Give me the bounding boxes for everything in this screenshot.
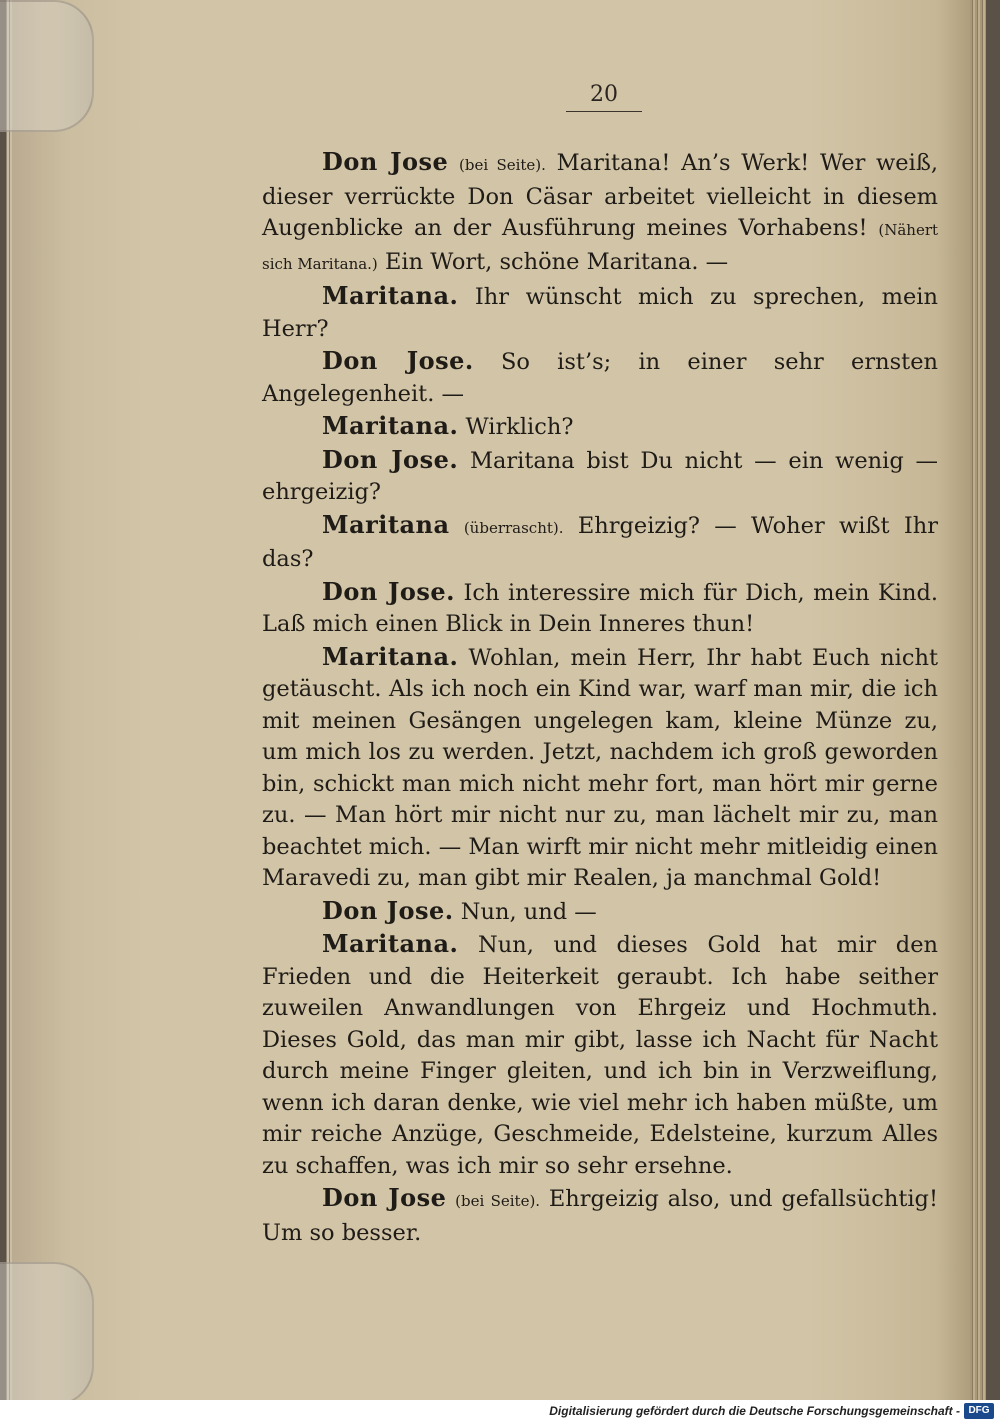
speaker-name: Maritana. <box>322 641 459 671</box>
dialogue-text: Ein Wort, schöne Maritana. — <box>384 248 729 275</box>
dialogue-text: Wirklich? <box>465 414 574 440</box>
stage-direction: (bei Seite). <box>455 1192 541 1210</box>
speaker-name: Don Jose. <box>322 895 454 925</box>
funding-credit: Digitalisierung gefördert durch die Deutsche Forschungsgemeinschaft - <box>549 1404 960 1418</box>
speaker-name: Don Jose. <box>322 346 474 375</box>
stage-direction: (überrascht). <box>463 518 564 537</box>
speaker-name: Maritana. <box>322 929 459 958</box>
speaker-name: Don Jose. <box>322 576 455 606</box>
dialogue-paragraph <box>262 509 938 576</box>
page-number: 20 <box>566 82 642 112</box>
page-clip-bottom <box>0 1262 94 1406</box>
dialogue-text: Nun, und — <box>460 898 597 925</box>
stage-direction: (Nähert sich Maritana.) <box>262 221 939 273</box>
page-clip-top <box>0 0 94 132</box>
dialogue-paragraph <box>262 576 938 641</box>
dialogue-paragraph <box>262 895 938 929</box>
dialogue-paragraph <box>262 444 938 509</box>
dialogue-paragraph <box>262 280 938 345</box>
dialogue-paragraph <box>262 345 938 410</box>
dialogue-text: Ehrgeizig? — Woher wißt Ihr das? <box>262 512 939 572</box>
speaker-name: Don Jose <box>322 147 449 176</box>
dialogue-paragraph <box>262 928 938 1182</box>
speaker-name: Maritana. <box>322 411 459 440</box>
dialogue-text: Ehrgeizig also, und gefallsüchtig! Um so besser. <box>262 1186 938 1246</box>
dialogue-text: Ihr wünscht mich zu sprechen, mein Herr? <box>262 284 938 342</box>
page-gutter-edge <box>6 0 12 1400</box>
page-fore-edge <box>970 0 986 1400</box>
dfg-logo: DFG <box>964 1403 994 1419</box>
dialogue-text: Maritana bist Du nicht — ein wenig — ehrgeizig? <box>262 447 938 505</box>
dialogue-paragraph <box>262 641 938 895</box>
page-text <box>262 146 938 1249</box>
speaker-name: Maritana. <box>322 281 459 310</box>
dialogue-text: Nun, und dieses Gold hat mir den Frieden und die Heiterkeit geraubt. Ich habe seither zuweilen Anwandlungen von Ehrgeiz und Hochmuth. Dieses Gold, das man mir gibt, lasse ich Nacht für Nacht durch meine Finger gleiten, und ich bin in Verzweiflung, wenn ich daran denke, wie viel mehr ich haben müßte, um mir reiche Anzüge, Geschmeide, Edelsteine, kurzum Alles zu schaffen, was ich mir so sehr ersehne. <box>262 932 938 1179</box>
stage-direction: (bei Seite). <box>459 156 546 174</box>
digitization-footer <box>0 1400 1000 1424</box>
dialogue-text: Wohlan, mein Herr, Ihr habt Euch nicht getäuscht. Als ich noch ein Kind war, warf man mir, die ich mit meinen Gesängen ungelegen kam, kleine Münze zu, um mich los zu werden. Jetzt, nachdem ich groß geworden bin, schickt man mich nicht mehr fort, man hört mir gerne zu. — Man hört mir nicht nur zu, man lächelt mir zu, man beachtet mich. — Man wirft mir nicht mehr mitleidig einen Maravedi zu, man gibt mir Realen, ja manchmal Gold! <box>262 644 938 891</box>
dialogue-text: So ist’s; in einer sehr ernsten Angelegenheit. — <box>262 349 939 407</box>
speaker-name: Maritana <box>322 509 450 539</box>
dialogue-paragraph <box>262 146 938 280</box>
dialogue-paragraph <box>262 1182 938 1249</box>
speaker-name: Don Jose <box>322 1183 447 1212</box>
speaker-name: Don Jose. <box>322 444 459 474</box>
dialogue-text: Maritana! An’s Werk! Wer weiß, dieser verrückte Don Cäsar arbeitet vielleicht in diesem Augenblicke an der Ausführung meines Vorhabens! <box>262 150 939 241</box>
book-page <box>6 0 986 1400</box>
dialogue-text: Ich interessire mich für Dich, mein Kind. Laß mich einen Blick in Dein Inneres thun! <box>262 579 939 637</box>
dialogue-paragraph <box>262 410 938 444</box>
